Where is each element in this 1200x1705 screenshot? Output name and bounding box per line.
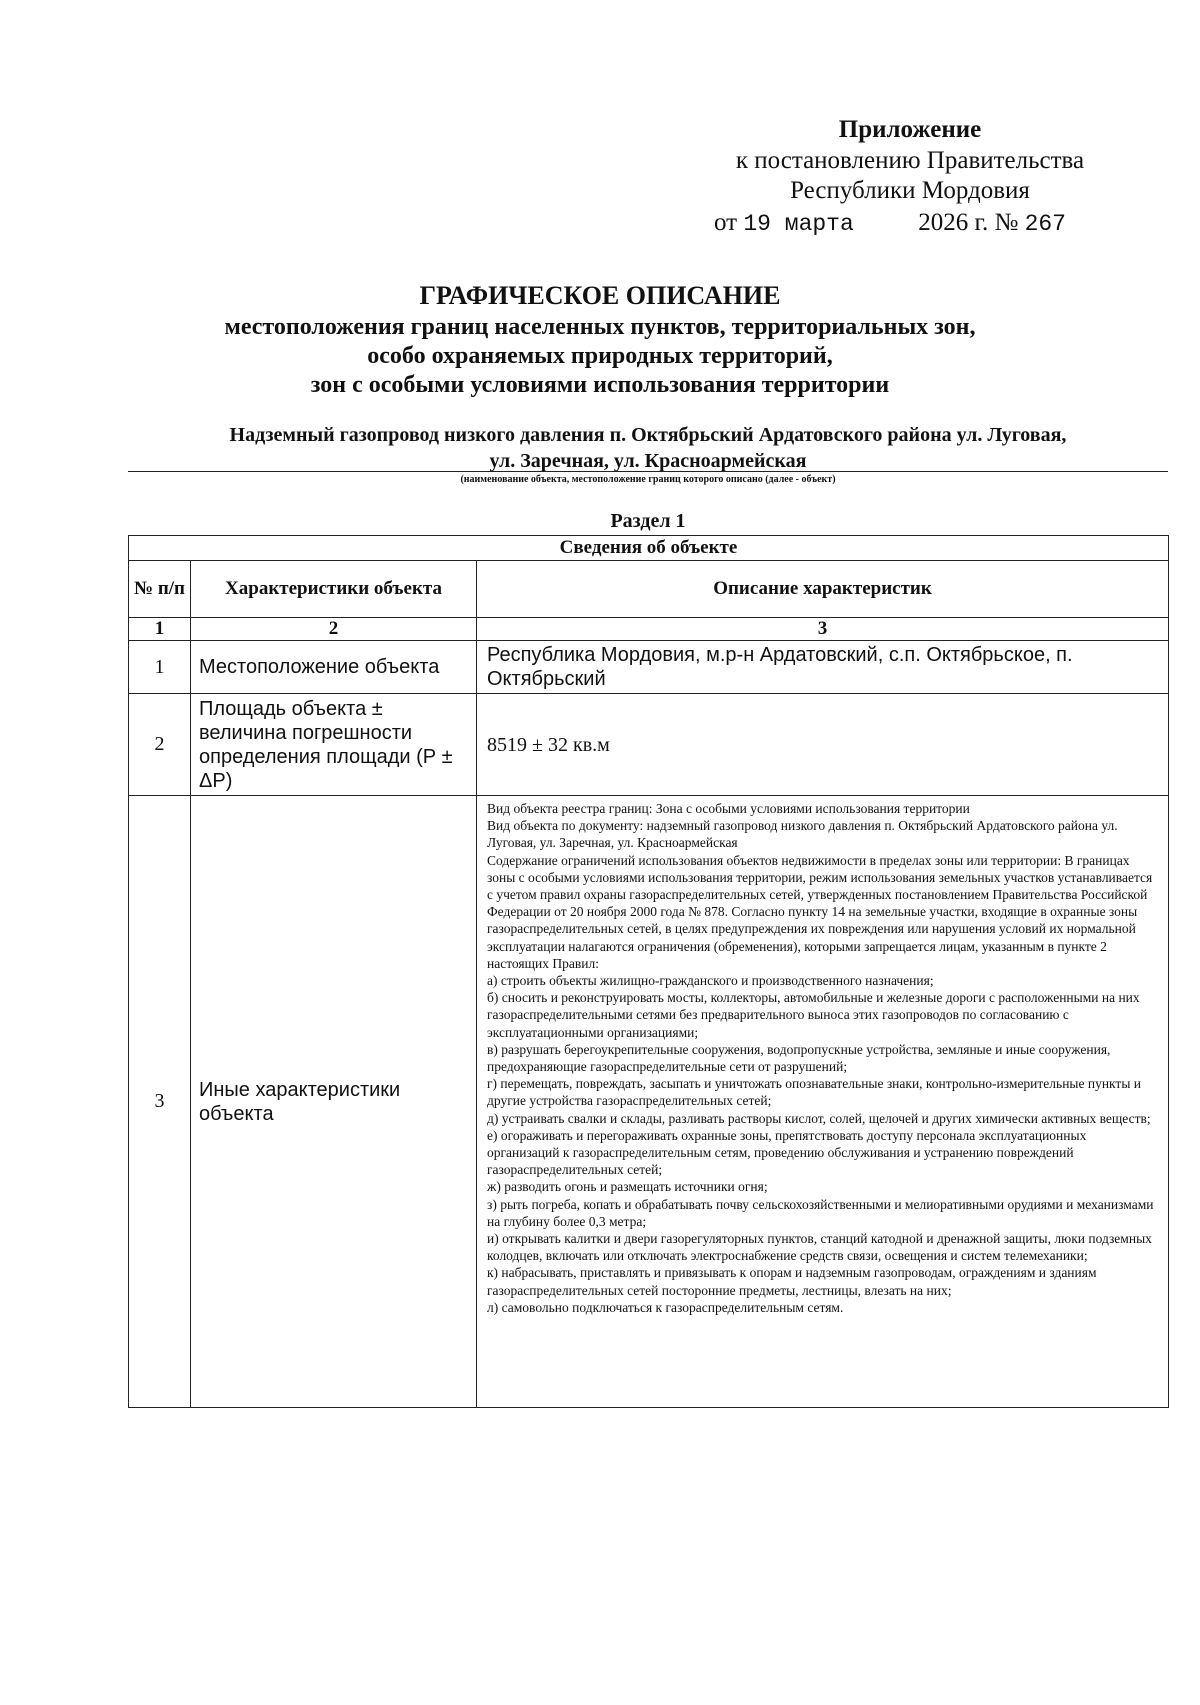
detail-line: л) самовольно подключаться к газораспределительным сетям. [487,1299,844,1315]
object-info-table [128,535,1169,1408]
row-value-details [477,796,1169,1408]
row-value: Республика Мордовия, м.р-н Ардатовский, с.п. Октябрьское, п. Октябрьский [477,641,1169,694]
index-cell: 2 [191,618,477,641]
subtitle-line-3: зон с особыми условиями использования территории [310,372,890,398]
header-num: № п/п [129,561,191,618]
detail-line: з) рыть погреба, копать и обрабатывать почву сельскохозяйственными и мелиоративными орудиями и механизмами на глубину более 0,3 метра; [487,1196,1154,1229]
header-characteristics: Характеристики объекта [191,561,477,618]
object-name-underline [128,471,1168,472]
detail-line: а) строить объекты жилищно-гражданского и производственного назначения; [487,973,934,989]
header-description: Описание характеристик [477,561,1169,618]
detail-line: Вид объекта реестра границ: Зона с особыми условиями использования территории [487,801,970,816]
row-number: 3 [129,796,191,1408]
subtitle-line-1: местоположения границ населенных пунктов, территориальных зон, [224,314,976,340]
detail-line: к) набрасывать, приставлять и привязывать к опорам и надземным газопроводам, ограждениям и зданиям газораспределительных сетей посторонние предметы, лестницы, влезать на них; [487,1265,1097,1298]
appendix-line-1: к постановлению Правительства [735,147,1085,174]
appendix-header [700,114,1120,239]
document-title: ГРАФИЧЕСКОЕ ОПИСАНИЕ [419,281,781,310]
detail-line: ж) разводить огонь и размещать источники огня; [487,1179,768,1195]
appendix-line-2: Республики Мордовия [790,177,1030,204]
detail-line: г) перемещать, повреждать, засыпать и уничтожать опознавательные знаки, контрольно-измерительные пункты и другие устройства газораспределительных сетей; [487,1076,1142,1109]
table-row [129,694,1169,796]
table-row [129,641,1169,694]
subtitle-line-2: особо охраняемых природных территорий, [367,343,833,369]
index-cell: 1 [129,618,191,641]
appendix-date-line [700,208,1120,239]
row-label: Местоположение объекта [191,641,477,694]
document-subtitle [120,313,1080,400]
object-name-caption: (наименование объекта, местоположение границ которого описано (далее - объект) [460,474,836,485]
date-prefix: от [714,209,738,236]
detail-line: б) сносить и реконструировать мосты, коллекторы, автомобильные и железные дороги с расположенными на них газораспределительными сетями без предварительного выноса этих газопроводов по согласованию с эксплуатационными организациями; [487,990,1140,1040]
object-name-line-1: Надземный газопровод низкого давления п. Октябрьский Ардатовского района ул. Луговая, [229,424,1067,446]
year-suffix: 2026 г. № [918,209,1019,236]
row-label: Площадь объекта ± величина погрешности определения площади (Р ± ΔР) [191,694,477,796]
row-value: 8519 ± 32 кв.м [477,694,1169,796]
detail-line: Вид объекта по документу: надземный газопровод низкого давления п. Октябрьский Ардатовского района ул. Луговая, ул. Заречная, ул. Красноармейская [487,818,1118,851]
detail-line: д) устраивать свалки и склады, разливать растворы кислот, солей, щелочей и других химически активных веществ; [487,1110,1151,1126]
decree-number: 267 [1024,211,1066,237]
section-label: Раздел 1 [610,510,686,532]
date-value: 19 марта [743,211,854,237]
object-name-line-2: ул. Заречная, ул. Красноармейская [489,450,807,472]
detail-line: е) огораживать и перегораживать охранные зоны, препятствовать доступу персонала эксплуатационных организаций к газораспределительным сетям, проведению обслуживания и устранению повреждений газораспределительных сетей; [487,1127,1087,1178]
detail-line: в) разрушать берегоукрепительные сооружения, водопропускные устройства, земляные и иные сооружения, предохраняющие газораспределительные сети от разрушений; [487,1041,1111,1075]
table-row [129,796,1169,1408]
object-name [128,422,1168,474]
row-number: 2 [129,694,191,796]
row-number: 1 [129,641,191,694]
index-cell: 3 [477,618,1169,641]
row-label: Иные характеристики объекта [191,796,477,1408]
detail-line: Содержание ограничений использования объектов недвижимости в пределах зоны или территории: В границах зоны с особыми условиями использования территории, режим использования земельных участков устанавливается с учетом правил охраны газораспределительных сетей, утвержденных постановлением Правительства Российской Федерации от 20 ноября 2000 года № 878. Согласно пункту 14 на земельные участки, входящие в охранные зоны газораспределительных сетей, в целях предупреждения их повреждения или нарушения условий их нормальной эксплуатации налагаются ограничения (обременения), которыми запрещается лицам, указанным в пункте 2 настоящих Правил: [487,852,1153,971]
table-caption: Сведения об объекте [129,536,1169,561]
detail-line: и) открывать калитки и двери газорегуляторных пунктов, станций катодной и дренажной защиты, люки подземных колодцев, включать или отключать электроснабжение средств связи, освещения и систем телемеханики; [487,1231,1152,1264]
appendix-title: Приложение [838,116,982,143]
